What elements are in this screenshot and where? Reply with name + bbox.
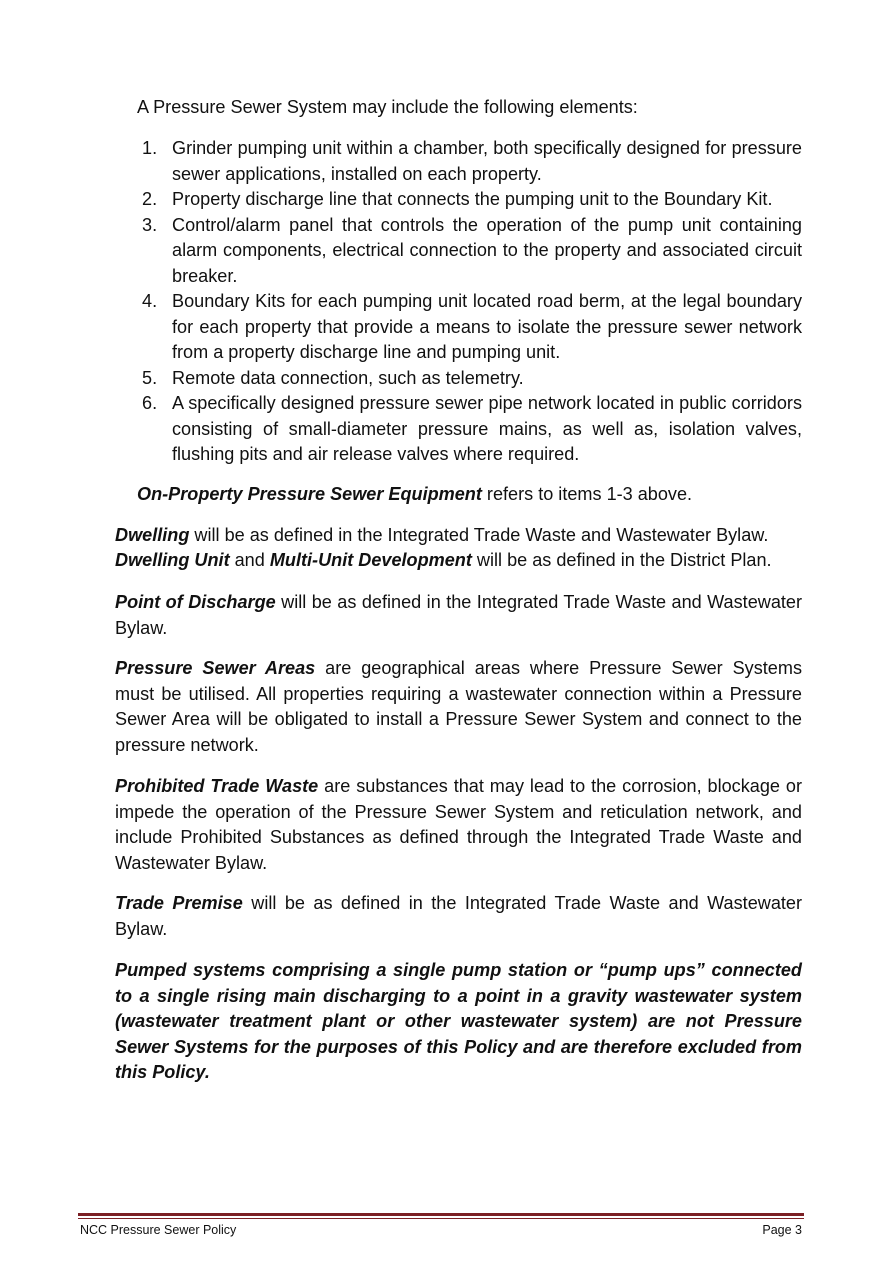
list-item xyxy=(137,391,802,468)
definition-text: will be as defined in the Integrated Trade Waste and Wastewater Bylaw. xyxy=(189,525,769,545)
definition-term: Dwelling Unit xyxy=(115,550,230,570)
list-item-text: A specifically designed pressure sewer pipe network located in public corridors consisting of small-diameter pressure mains, as well as, isolation valves, flushing pits and air release valves where required. xyxy=(172,393,802,464)
list-item-text: Boundary Kits for each pumping unit located road berm, at the legal boundary for each property that provide a means to isolate the pressure sewer network from a property discharge line and pumping unit. xyxy=(172,291,802,362)
definition-text: will be as defined in the Integrated Trade Waste and Wastewater Bylaw. xyxy=(115,893,803,939)
pressure-sewer-areas-definition xyxy=(115,656,802,758)
footer-rule xyxy=(78,1213,804,1216)
definition-term: On-Property Pressure Sewer Equipment xyxy=(137,484,482,504)
list-item-text: Property discharge line that connects the pumping unit to the Boundary Kit. xyxy=(172,189,773,209)
footer-rule-thin xyxy=(78,1218,804,1219)
list-item xyxy=(137,289,802,366)
list-item-number: 3. xyxy=(142,214,158,235)
trade-premise-definition xyxy=(115,891,802,942)
footer-document-title: NCC Pressure Sewer Policy xyxy=(80,1223,237,1237)
footer-page-number: Page 3 xyxy=(762,1223,802,1237)
intro-text: A Pressure Sewer System may include the following elements: xyxy=(137,97,638,117)
list-item-text: Grinder pumping unit within a chamber, both specifically designed for pressure sewer applications, installed on each property. xyxy=(172,138,802,184)
list-item xyxy=(137,213,802,290)
list-item xyxy=(137,366,802,392)
definition-text: are substances that may lead to the corrosion, blockage or impede the operation of the Pressure Sewer System and reticulation network, and include Prohibited Substances as defined through the Integrated Trade Waste and Wastewater Bylaw. xyxy=(115,776,802,873)
definition-connector: and xyxy=(229,550,270,570)
dwelling-unit-definition xyxy=(115,548,802,574)
elements-list xyxy=(137,136,802,468)
list-item-number: 1. xyxy=(142,138,158,158)
definition-text: refers to items 1-3 above. xyxy=(481,484,693,504)
definition-text: are geographical areas where Pressure Sewer Systems must be utilised. All properties requiring a wastewater connection within a Pressure Sewer Area will be obligated to install a Pressure Sewer System and connect to the pressure network. xyxy=(115,658,802,755)
list-item-number: 6. xyxy=(142,393,158,413)
definition-text: will be as defined in the District Plan. xyxy=(471,550,772,570)
list-item xyxy=(137,187,802,213)
list-item-number: 4. xyxy=(142,291,158,311)
on-property-definition xyxy=(137,482,802,508)
point-of-discharge-definition xyxy=(115,590,802,641)
list-item-number: 2. xyxy=(142,189,158,209)
definition-term: Dwelling xyxy=(115,525,190,545)
prohibited-trade-waste-definition xyxy=(115,774,802,876)
definition-term: Trade Premise xyxy=(115,893,243,913)
definition-term: Point of Discharge xyxy=(115,592,276,612)
dwelling-definition xyxy=(115,523,802,549)
definition-text: will be as defined in the Integrated Trade Waste and Wastewater Bylaw. xyxy=(115,592,802,638)
list-item-text: Control/alarm panel that controls the operation of the pump unit containing alarm components, electrical connection to the property and associated circuit breaker. xyxy=(172,214,802,286)
pumped-systems-exclusion: Pumped systems comprising a single pump station or “pump ups” connected to a single rising main discharging to a point in a gravity wastewater system (wastewater treatment plant or other wastewater system) are not Pressure Sewer Systems for the purposes of this Policy and are therefore excluded from this Policy. xyxy=(115,960,802,1082)
list-item-number: 5. xyxy=(142,367,158,388)
definition-term: Pressure Sewer Areas xyxy=(115,658,316,678)
list-item xyxy=(137,136,802,187)
definition-term: Multi-Unit Development xyxy=(269,550,472,570)
definition-term: Prohibited Trade Waste xyxy=(115,776,319,796)
list-item-text: Remote data connection, such as telemetry. xyxy=(172,367,524,388)
